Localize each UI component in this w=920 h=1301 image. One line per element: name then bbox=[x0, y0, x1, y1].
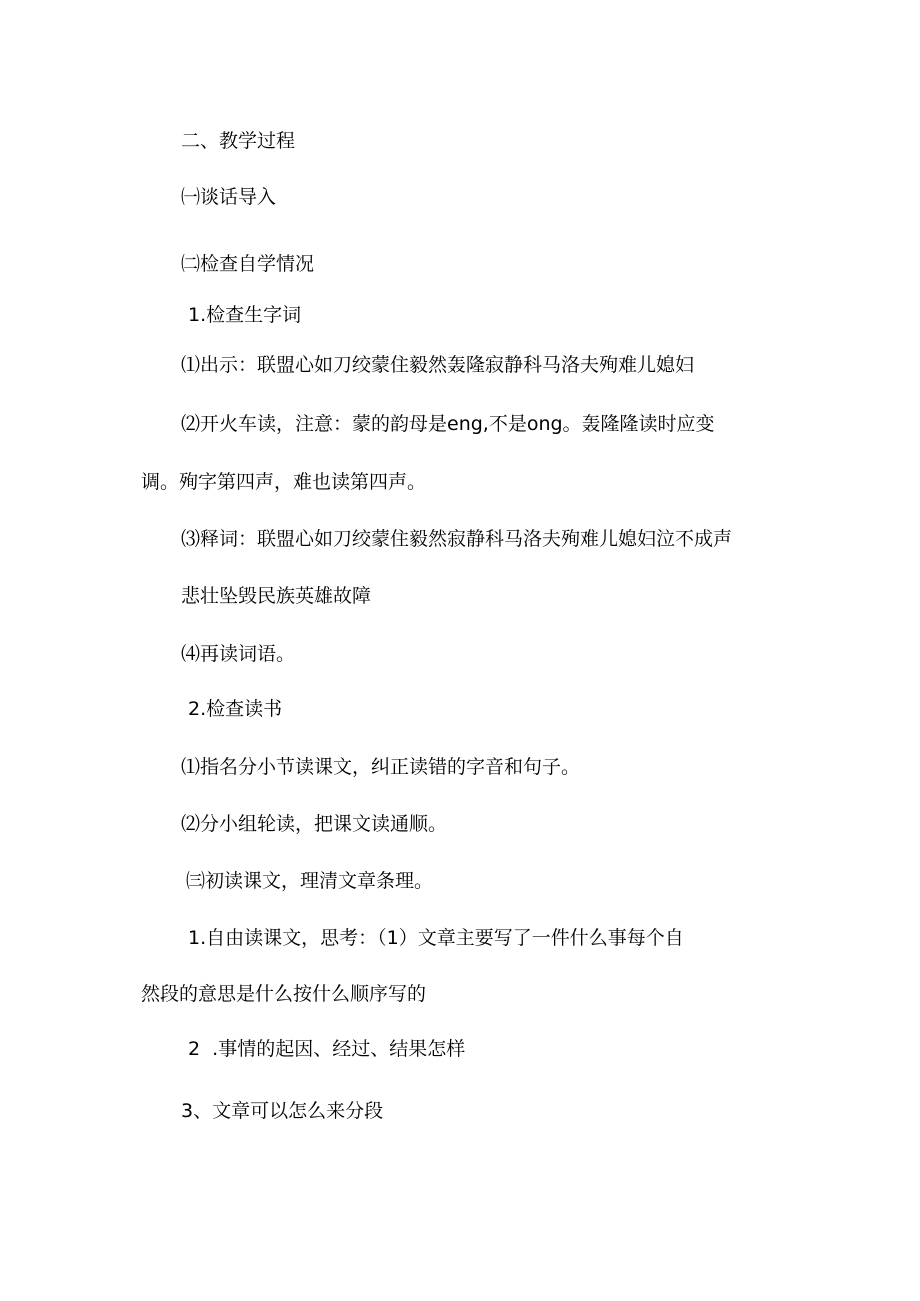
item-group-reading: ⑵分小组轮读，把课文读通顺。 bbox=[181, 813, 448, 835]
subitem-free-reading: 1.自由读课文，思考：（1）文章主要写了一件什么事每个自 bbox=[188, 927, 684, 949]
item-explain-words-continued: 悲壮坠毁民族英雄故障 bbox=[181, 585, 372, 607]
item-explain-words: ⑶释词：联盟心如刀绞蒙住毅然寂静科马洛夫殉难儿媳妇泣不成声 bbox=[181, 528, 733, 550]
subitem-cause-process-result: 2 .事情的起因、经过、结果怎样 bbox=[188, 1038, 466, 1060]
section-heading-teaching-process: 二、教学过程 bbox=[181, 130, 296, 152]
item-train-reading: ⑵开火车读，注意：蒙的韵母是eng,不是ong。轰隆隆读时应变 bbox=[181, 413, 715, 435]
step-check-self-study: ㈡检查自学情况 bbox=[181, 253, 315, 275]
item-train-reading-continued: 调。殉字第四声，难也读第四声。 bbox=[141, 471, 427, 493]
subitem-check-words: 1.检查生字词 bbox=[188, 304, 302, 326]
subitem-free-reading-continued: 然段的意思是什么按什么顺序写的 bbox=[141, 983, 427, 1005]
step-first-reading: ㈢初读课文，理清文章条理。 bbox=[186, 870, 434, 892]
step-intro-talk: ㈠谈话导入 bbox=[181, 186, 277, 208]
item-named-reading: ⑴指名分小节读课文，纠正读错的字音和句子。 bbox=[181, 756, 581, 778]
item-show-words: ⑴出示：联盟心如刀绞蒙住毅然轰隆寂静科马洛夫殉难儿媳妇 bbox=[181, 354, 695, 376]
item-reread-words: ⑷再读词语。 bbox=[181, 643, 296, 665]
subitem-check-reading: 2.检查读书 bbox=[188, 698, 283, 720]
subitem-paragraph-division: 3、文章可以怎么来分段 bbox=[181, 1100, 384, 1122]
